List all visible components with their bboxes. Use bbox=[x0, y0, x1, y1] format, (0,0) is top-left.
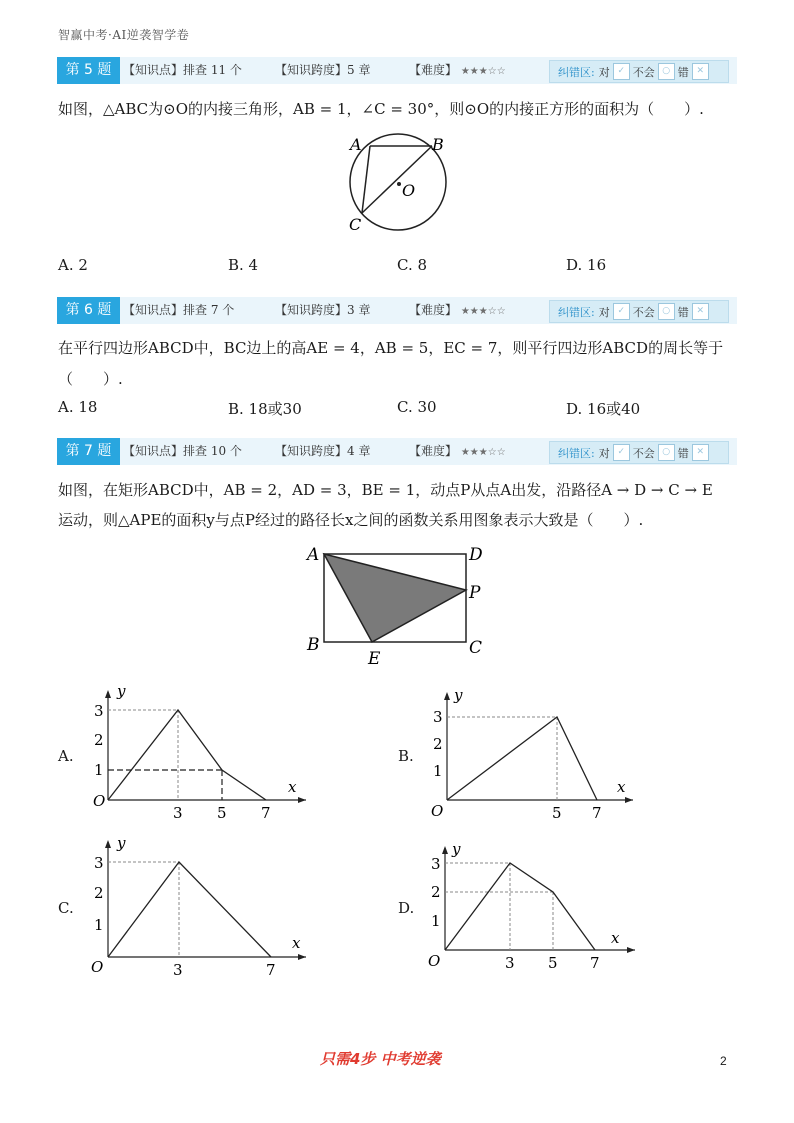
knowledge-span: 【知识跨度】5 章 bbox=[275, 63, 371, 77]
question-7-stem-line-1: 如图，在矩形ABCD中，AB = 2，AD = 3，BE = 1，动点P从点A出发，沿路径A → D → C → E bbox=[58, 481, 713, 499]
question-7-header bbox=[57, 438, 737, 465]
question-number: 第 5 题 bbox=[57, 57, 120, 84]
document-header-title: 智赢中考·AI逆袭智学卷 bbox=[58, 28, 190, 42]
svg-text:3: 3 bbox=[431, 855, 441, 873]
center-point bbox=[397, 182, 401, 186]
page-number: 2 bbox=[720, 1054, 727, 1068]
label-o: O bbox=[402, 181, 416, 200]
question-6-stem-line-2: （ ）. bbox=[58, 370, 123, 388]
svg-text:y: y bbox=[117, 682, 126, 700]
svg-text:3: 3 bbox=[173, 804, 183, 822]
graph-option-d-label[interactable]: D. bbox=[398, 899, 415, 917]
segment-bc bbox=[362, 146, 432, 213]
svg-text:7: 7 bbox=[266, 961, 276, 979]
svg-text:2: 2 bbox=[94, 884, 104, 902]
label-b: B bbox=[432, 135, 444, 154]
difficulty: 【难度】 ★★★☆☆ bbox=[409, 444, 506, 458]
label-a: A bbox=[307, 545, 320, 565]
circle-triangle-figure bbox=[340, 128, 470, 238]
label-c: C bbox=[349, 215, 362, 234]
wrong-checkbox[interactable]: ✕ bbox=[692, 303, 709, 320]
graph-option-b-label[interactable]: B. bbox=[398, 747, 414, 765]
error-correction-area: 纠错区: 对 ✓ 不会 ○ 错 ✕ bbox=[549, 300, 729, 323]
question-6-header bbox=[57, 297, 737, 324]
knowledge-points: 【知识点】排查 11 个 bbox=[123, 63, 242, 77]
svg-text:5: 5 bbox=[217, 804, 227, 822]
question-7-stem-line-2: 运动，则△APE的面积y与点P经过的路径长x之间的函数关系用图象表示大致是（ ）. bbox=[58, 511, 644, 529]
right-checkbox[interactable]: ✓ bbox=[613, 444, 630, 461]
svg-text:1: 1 bbox=[94, 761, 104, 779]
knowledge-span: 【知识跨度】4 章 bbox=[275, 444, 371, 458]
right-checkbox[interactable]: ✓ bbox=[613, 303, 630, 320]
rectangle-figure bbox=[300, 540, 500, 670]
unsure-checkbox[interactable]: ○ bbox=[658, 444, 675, 461]
wrong-checkbox[interactable]: ✕ bbox=[692, 444, 709, 461]
label-a: A bbox=[350, 135, 362, 154]
segment-ac bbox=[362, 146, 370, 213]
graph-option-b bbox=[425, 686, 645, 826]
graph-option-c-label[interactable]: C. bbox=[58, 899, 74, 917]
svg-text:1: 1 bbox=[433, 762, 443, 780]
svg-text:5: 5 bbox=[548, 954, 558, 972]
svg-text:2: 2 bbox=[94, 731, 104, 749]
svg-text:x: x bbox=[288, 778, 297, 796]
svg-text:3: 3 bbox=[94, 702, 104, 720]
label-b: B bbox=[307, 635, 320, 655]
option-c[interactable]: C. 8 bbox=[397, 256, 428, 274]
question-5-header bbox=[57, 57, 737, 84]
knowledge-span: 【知识跨度】3 章 bbox=[275, 303, 371, 317]
difficulty-stars: ★★★☆☆ bbox=[460, 66, 506, 77]
svg-text:O: O bbox=[428, 952, 441, 970]
svg-text:7: 7 bbox=[590, 954, 600, 972]
option-a[interactable]: A. 2 bbox=[58, 256, 88, 274]
right-checkbox[interactable]: ✓ bbox=[613, 63, 630, 80]
option-a[interactable]: A. 18 bbox=[58, 398, 98, 416]
graph-option-c bbox=[88, 832, 318, 980]
svg-text:x: x bbox=[617, 778, 626, 796]
option-d[interactable]: D. 16或40 bbox=[566, 400, 641, 418]
label-p: P bbox=[469, 583, 481, 603]
svg-text:O: O bbox=[93, 792, 106, 810]
svg-text:3: 3 bbox=[173, 961, 183, 979]
question-number: 第 6 题 bbox=[57, 297, 120, 324]
svg-text:y: y bbox=[454, 686, 463, 704]
knowledge-points: 【知识点】排查 10 个 bbox=[123, 444, 242, 458]
svg-text:2: 2 bbox=[431, 883, 441, 901]
label-d: D bbox=[469, 545, 483, 565]
graph-option-d bbox=[425, 840, 645, 975]
label-c: C bbox=[469, 638, 483, 658]
svg-text:3: 3 bbox=[505, 954, 515, 972]
option-d[interactable]: D. 16 bbox=[566, 256, 607, 274]
svg-text:y: y bbox=[117, 834, 126, 852]
svg-text:x: x bbox=[292, 934, 301, 952]
svg-text:1: 1 bbox=[94, 916, 104, 934]
svg-text:3: 3 bbox=[94, 854, 104, 872]
triangle-ape bbox=[324, 554, 466, 642]
graph-option-a-label[interactable]: A. bbox=[58, 747, 74, 765]
unsure-checkbox[interactable]: ○ bbox=[658, 63, 675, 80]
wrong-checkbox[interactable]: ✕ bbox=[692, 63, 709, 80]
error-correction-area: 纠错区: 对 ✓ 不会 ○ 错 ✕ bbox=[549, 441, 729, 464]
knowledge-points: 【知识点】排查 7 个 bbox=[123, 303, 235, 317]
svg-text:5: 5 bbox=[552, 804, 562, 822]
svg-text:3: 3 bbox=[433, 708, 443, 726]
svg-text:y: y bbox=[452, 840, 461, 858]
graph-option-a bbox=[88, 682, 318, 827]
svg-text:2: 2 bbox=[433, 735, 443, 753]
difficulty: 【难度】 ★★★☆☆ bbox=[409, 63, 506, 77]
difficulty-stars: ★★★☆☆ bbox=[460, 447, 506, 458]
error-correction-area: 纠错区: 对 ✓ 不会 ○ 错 ✕ bbox=[549, 60, 729, 83]
question-5-stem: 如图，△ABC为⊙O的内接三角形，AB = 1，∠C = 30°，则⊙O的内接正方形的面积为（ ）. bbox=[58, 100, 704, 118]
difficulty-stars: ★★★☆☆ bbox=[460, 306, 506, 317]
option-b[interactable]: B. 4 bbox=[228, 256, 259, 274]
unsure-checkbox[interactable]: ○ bbox=[658, 303, 675, 320]
svg-text:7: 7 bbox=[261, 804, 271, 822]
svg-text:O: O bbox=[91, 958, 104, 976]
svg-text:x: x bbox=[611, 929, 620, 947]
question-6-stem-line-1: 在平行四边形ABCD中，BC边上的高AE = 4，AB = 5，EC = 7，则平行四边形ABCD的周长等于 bbox=[58, 339, 724, 357]
svg-text:1: 1 bbox=[431, 912, 441, 930]
svg-text:7: 7 bbox=[592, 804, 602, 822]
label-e: E bbox=[368, 649, 381, 669]
option-b[interactable]: B. 18或30 bbox=[228, 400, 302, 418]
footer-brand-logo: 只需4步 中考逆袭 bbox=[320, 1050, 441, 1068]
svg-text:O: O bbox=[431, 802, 444, 820]
question-number: 第 7 题 bbox=[57, 438, 120, 465]
difficulty: 【难度】 ★★★☆☆ bbox=[409, 303, 506, 317]
option-c[interactable]: C. 30 bbox=[397, 398, 437, 416]
